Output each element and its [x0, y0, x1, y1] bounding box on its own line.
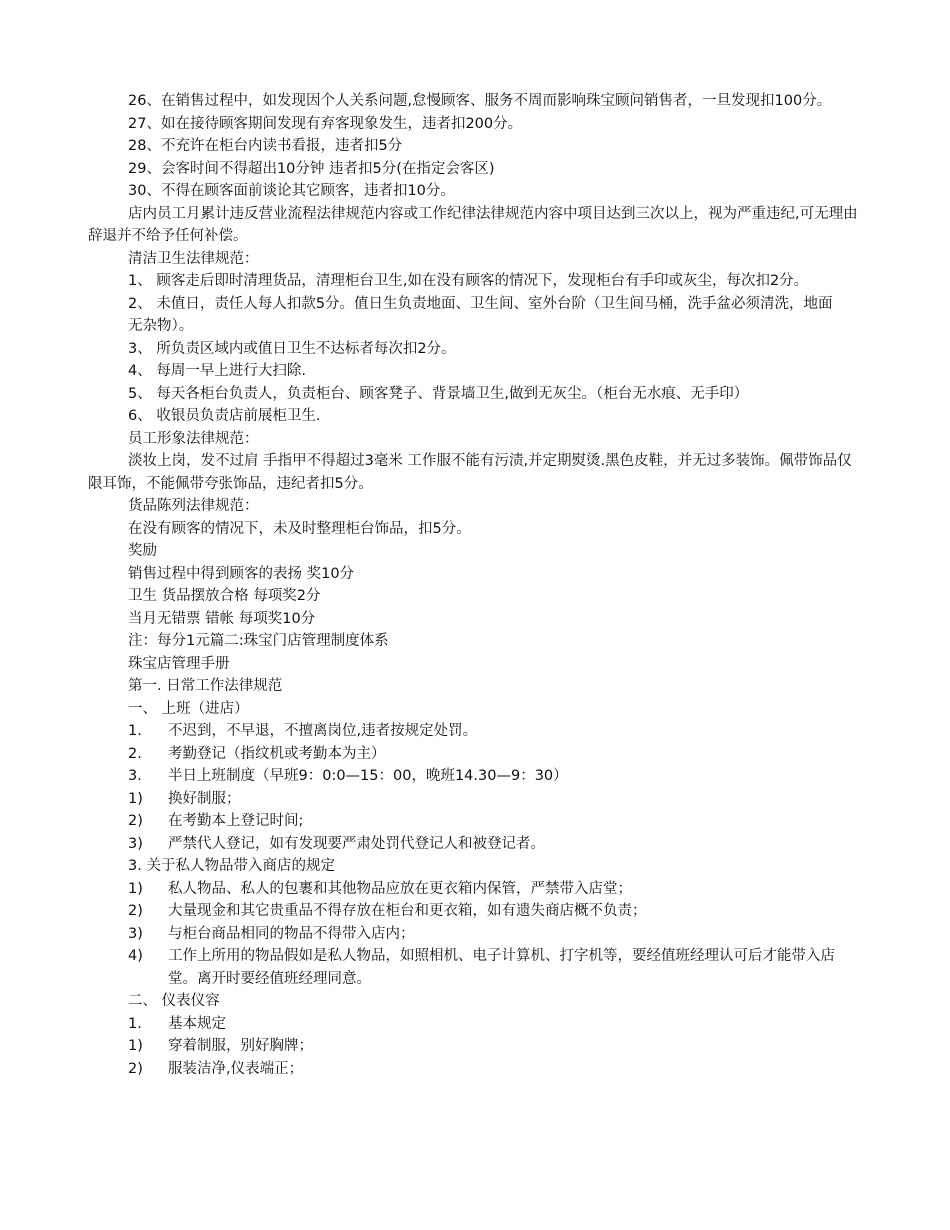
list-text: 不迟到，不早退，不擅离岗位,违者按规定处罚。 — [168, 723, 478, 739]
appearance-rule-paragraph: 淡妆上岗，发不过肩 手指甲不得超过3毫米 工作服不能有污渍,并定期熨烫.黑色皮鞋，并无过多装饰。佩带饰品仅限耳饰，不能佩带夸张饰品，违纪者扣5分。 — [88, 453, 852, 492]
list-text: 工作上所用的物品假如是私人物品，如照相机、电子计算机、打字机等，要经值班经理认可后才能带入店堂。离开时要经值班经理同意。 — [168, 948, 835, 987]
rule-29: 29、会客时间不得超出10分钟 违者扣5分(在指定会客区) — [128, 160, 495, 177]
list-number: 4) — [128, 948, 143, 964]
list-text: 穿着制服，别好胸牌； — [168, 1038, 313, 1054]
section-three-title: 3. 关于私人物品带入商店的规定 — [128, 858, 335, 874]
section-heading-appearance: 员工形象法律规范： — [128, 430, 259, 447]
list-item — [88, 945, 860, 990]
section-heading-rewards: 奖励 — [128, 543, 157, 559]
section-two-title: 二、 仪表仪容 — [128, 993, 220, 1009]
cleaning-rule-3: 3、 所负责区域内或值日卫生不达标者每次扣2分。 — [128, 340, 456, 357]
list-text: 与柜台商品相同的物品不得带入店内； — [168, 925, 415, 942]
list-text: 换好制服； — [168, 790, 241, 807]
list-item — [88, 1035, 860, 1058]
list-item — [88, 743, 860, 766]
cleaning-rule-6: 6、 收银员负责店前展柜卫生. — [128, 408, 321, 424]
reward-hygiene: 卫生 货品摆放合格 每项奖2分 — [128, 588, 321, 604]
list-item — [88, 720, 860, 743]
list-text: 大量现金和其它贵重品不得存放在柜台和更衣箱，如有遗失商店概不负责； — [168, 903, 647, 919]
rule-26: 26、在销售过程中，如发现因个人关系问题,怠慢顾客、服务不周而影响珠宝顾问销售者，一旦发现扣100分。 — [128, 93, 832, 109]
violation-summary-paragraph: 店内员工月累计违反营业流程法律规范内容或工作纪律法律规范内容中项目达到三次以上，视为严重违纪,可无理由辞退并不给予任何补偿。 — [88, 205, 858, 244]
list-text: 半日上班制度（早班9：0:0—15：00，晚班14.30—9：30） — [168, 768, 568, 784]
list-item — [88, 810, 860, 833]
list-number: 3) — [128, 925, 143, 942]
cleaning-rule-1: 1、 顾客走后即时清理货品，清理柜台卫生,如在没有顾客的情况下，发现柜台有手印或灰尘，每次扣2分。 — [128, 273, 809, 289]
list-number: 2) — [128, 813, 143, 829]
list-number: 1) — [128, 880, 143, 897]
list-number: 1) — [128, 1038, 143, 1054]
list-number: 3. — [128, 768, 142, 784]
reward-praise: 销售过程中得到顾客的表扬 奖10分 — [128, 565, 355, 582]
list-text: 基本规定 — [168, 1015, 226, 1032]
section-heading-display: 货品陈列法律规范： — [128, 498, 259, 514]
list-text: 服装洁净,仪表端正； — [168, 1060, 304, 1077]
list-item — [88, 1058, 860, 1081]
list-item — [88, 833, 860, 856]
chapter-one-title: 第一. 日常工作法律规范 — [128, 678, 283, 694]
section-one-title: 一、 上班（进店） — [128, 700, 249, 717]
rule-28: 28、不充许在柜台内读书看报，违者扣5分 — [128, 138, 403, 154]
cleaning-rule-5: 5、 每天各柜台负责人，负责柜台、顾客凳子、背景墙卫生,做到无灰尘。（柜台无水痕、无手印） — [128, 385, 749, 402]
section-heading-cleaning: 清洁卫生法律规范： — [128, 250, 259, 267]
rule-30: 30、不得在顾客面前谈论其它顾客，违者扣10分。 — [128, 183, 455, 199]
list-item — [88, 900, 860, 923]
cleaning-rule-2: 2、 未值日，责任人每人扣款5分。值日生负责地面、卫生间、室外台阶（卫生间马桶，洗手盆必须清洗，地面 — [128, 295, 833, 312]
list-text: 考勤登记（指纹机或考勤本为主） — [168, 745, 386, 762]
list-item — [88, 923, 860, 946]
reward-no-errors: 当月无错票 错帐 每项奖10分 — [128, 610, 316, 627]
list-number: 3) — [128, 835, 143, 852]
list-item — [88, 765, 860, 788]
document-page — [88, 90, 860, 1080]
list-number: 2) — [128, 1060, 143, 1077]
note-line: 注：每分1元篇二:珠宝门店管理制度体系 — [128, 633, 389, 649]
rule-27: 27、如在接待顾客期间发现有弃客现象发生，违者扣200分。 — [128, 115, 523, 132]
list-number: 2) — [128, 903, 143, 919]
list-item — [88, 788, 860, 811]
list-text: 在考勤本上登记时间; — [168, 813, 304, 829]
list-text: 私人物品、私人的包裹和其他物品应放在更衣箱内保管，严禁带入店堂； — [168, 880, 632, 897]
cleaning-rule-4: 4、 每周一早上进行大扫除. — [128, 363, 306, 379]
list-text: 严禁代人登记，如有发现要严肃处罚代登记人和被登记者。 — [168, 835, 545, 852]
list-number: 1. — [128, 1015, 142, 1032]
cleaning-rule-2-continued: 无杂物）。 — [128, 318, 194, 334]
display-rule: 在没有顾客的情况下，未及时整理柜台饰品，扣5分。 — [128, 520, 471, 537]
manual-title: 珠宝店管理手册 — [128, 655, 230, 672]
list-number: 1. — [128, 723, 142, 739]
list-item — [88, 878, 860, 901]
list-item — [88, 1013, 860, 1036]
list-number: 1) — [128, 790, 143, 807]
list-number: 2. — [128, 745, 142, 762]
